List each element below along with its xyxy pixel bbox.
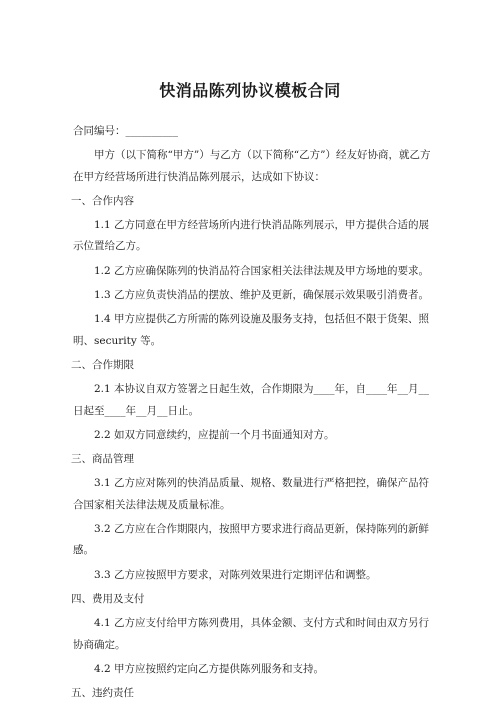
clause-1-2: 1.2 乙方应确保陈列的快消品符合国家相关法律法规及甲方场地的要求。 — [94, 264, 430, 277]
contract-number: 合同编号：__________ — [73, 125, 178, 137]
clause-3-2: 3.2 乙方应在合作期限内，按照甲方要求进行商品更新，保持陈列的新鲜感。 — [73, 523, 430, 557]
section-heading-fees-payment: 四、费用及支付 — [71, 592, 145, 605]
section-heading-breach-liability: 五、违约责任 — [71, 687, 134, 700]
section-heading-cooperation-content: 一、合作内容 — [71, 194, 134, 207]
clause-2-1: 2.1 本协议自双方签署之日起生效，合作期限为____年，自____年__月__日起至____年__月__日止。 — [73, 383, 430, 417]
clause-3-1: 3.1 乙方应对陈列的快消品质量、规格、数量进行严格把控，确保产品符合国家相关法律法规及质量标准。 — [73, 477, 430, 511]
document-title: 快消品陈列协议模板合同 — [159, 81, 341, 100]
clause-3-3: 3.3 乙方应按照甲方要求，对陈列效果进行定期评估和调整。 — [94, 568, 377, 581]
clause-4-2: 4.2 甲方应按照约定向乙方提供陈列服务和支持。 — [94, 662, 325, 675]
preamble-paragraph: 甲方（以下简称“甲方”）与乙方（以下简称“乙方”）经友好协商，就乙方在甲方经营场所进行快消品陈列展示，达成如下协议： — [73, 149, 431, 183]
clause-4-1: 4.1 乙方应支付给甲方陈列费用，具体金额、支付方式和时间由双方另行协商确定。 — [73, 617, 430, 651]
document-body — [73, 121, 435, 707]
clause-1-1: 1.1 乙方同意在甲方经营场所内进行快消品陈列展示，甲方提供合适的展示位置给乙方。 — [73, 219, 430, 253]
clause-1-4: 1.4 甲方应提供乙方所需的陈列设施及服务支持，包括但不限于货架、照明、security 等。 — [73, 313, 430, 347]
clause-2-2: 2.2 如双方同意续约，应提前一个月书面通知对方。 — [94, 428, 335, 441]
section-heading-product-management: 三、商品管理 — [71, 453, 134, 466]
section-heading-cooperation-term: 二、合作期限 — [71, 358, 134, 371]
clause-1-3: 1.3 乙方应负责快消品的摆放、维护及更新，确保展示效果吸引消费者。 — [94, 289, 430, 302]
